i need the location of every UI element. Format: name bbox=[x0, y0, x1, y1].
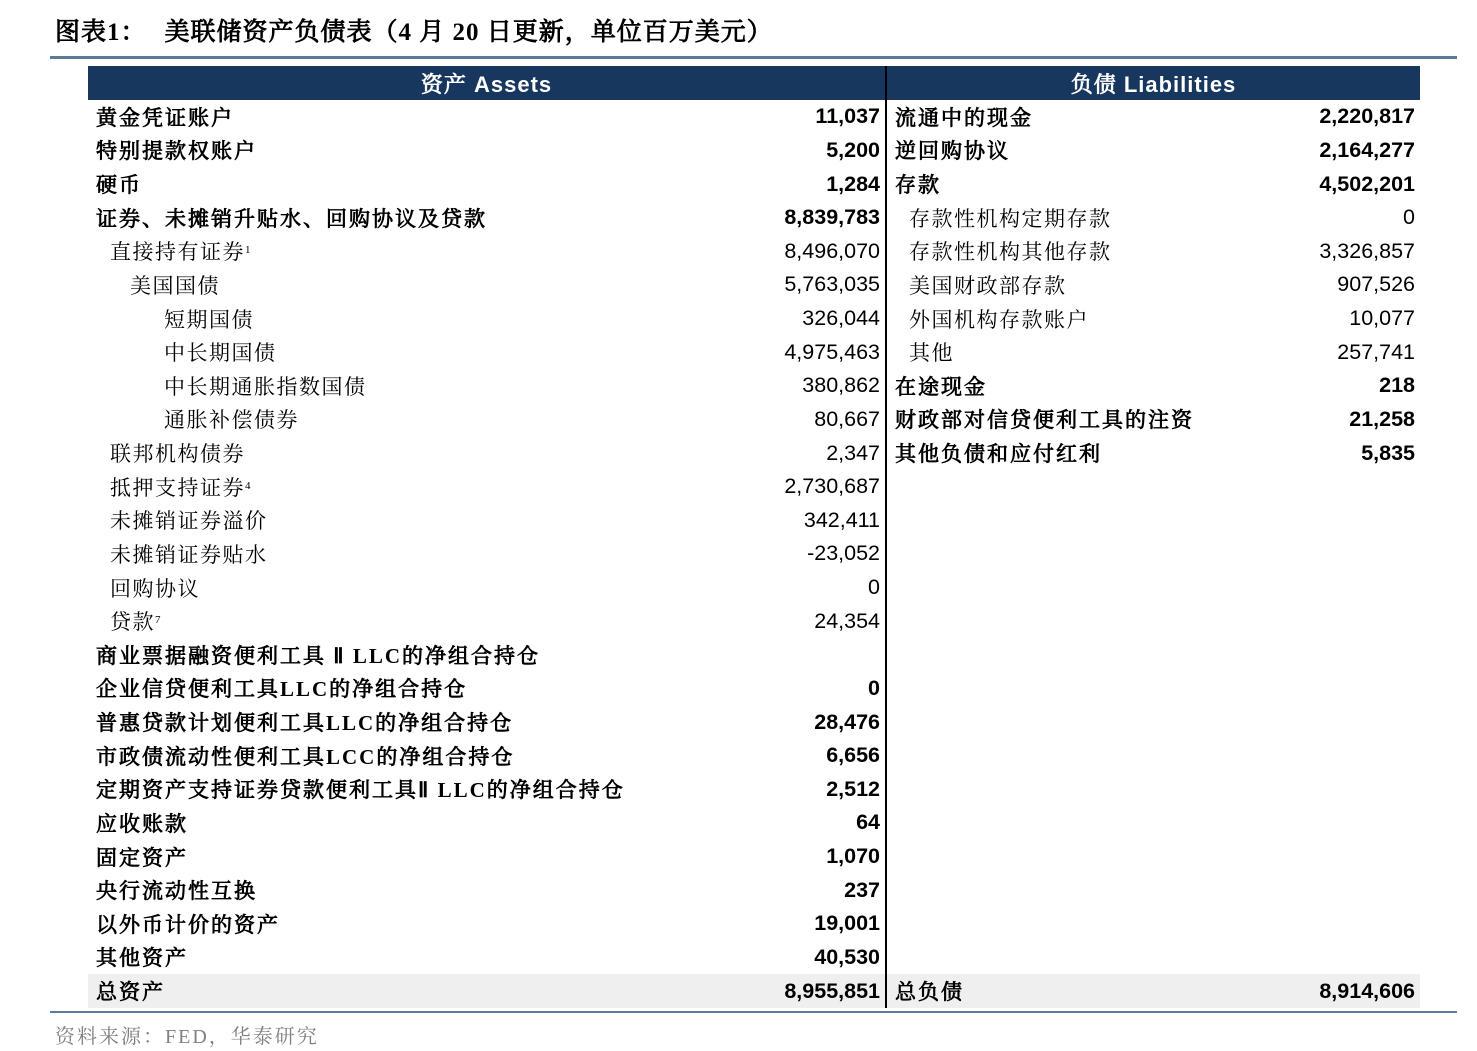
row-label: 存款性机构其他存款 bbox=[909, 240, 1112, 265]
row-label: 短期国债 bbox=[164, 307, 254, 332]
row-value: 21,258 bbox=[1349, 406, 1415, 431]
row-value: 2,730,687 bbox=[784, 474, 880, 499]
row-label: 总负债 bbox=[895, 980, 964, 1005]
table-row bbox=[88, 134, 885, 168]
table-row bbox=[887, 100, 1420, 134]
figure-title-text: 美联储资产负债表（4 月 20 日更新，单位百万美元） bbox=[164, 19, 773, 46]
table-row bbox=[88, 369, 885, 403]
row-label: 直接持有证券$^1$ bbox=[110, 240, 251, 265]
assets-header: 资产 Assets bbox=[88, 66, 885, 100]
row-value: 0 bbox=[1403, 205, 1415, 230]
row-value: 0 bbox=[868, 575, 880, 600]
row-value: 218 bbox=[1379, 373, 1415, 398]
blank-row bbox=[887, 739, 1420, 773]
table-row bbox=[887, 369, 1420, 403]
source-note: 资料来源：FED，华泰研究 bbox=[55, 1026, 319, 1048]
title-rule bbox=[50, 56, 1457, 59]
row-value: 257,741 bbox=[1337, 339, 1415, 364]
row-label: 未摊销证券贴水 bbox=[110, 542, 268, 567]
row-value: 24,354 bbox=[814, 608, 880, 633]
row-label: 其他 bbox=[909, 341, 954, 366]
row-label: 市政债流动性便利工具LCC的净组合持仓 bbox=[96, 744, 515, 769]
row-label: 其他负债和应付红利 bbox=[895, 442, 1102, 467]
row-label: 贷款$^7$ bbox=[110, 610, 161, 635]
row-value: 11,037 bbox=[815, 104, 880, 129]
row-label: 在途现金 bbox=[895, 374, 987, 399]
row-value: 1,070 bbox=[826, 844, 880, 869]
blank-row bbox=[887, 907, 1420, 941]
table-row bbox=[88, 672, 885, 706]
row-value: 5,835 bbox=[1361, 440, 1415, 465]
row-label: 外国机构存款账户 bbox=[909, 307, 1089, 332]
blank-row bbox=[887, 941, 1420, 975]
row-value: 237 bbox=[844, 877, 880, 902]
table-row bbox=[887, 335, 1420, 369]
table-row bbox=[887, 134, 1420, 168]
table-row bbox=[88, 537, 885, 571]
table-row bbox=[88, 907, 885, 941]
blank-row bbox=[887, 806, 1420, 840]
row-value: 380,862 bbox=[802, 373, 880, 398]
row-label: 美国财政部存款 bbox=[909, 273, 1067, 298]
row-value: -23,052 bbox=[807, 541, 880, 566]
row-label: 财政部对信贷便利工具的注资 bbox=[895, 408, 1194, 433]
row-value: 8,955,851 bbox=[784, 978, 880, 1003]
table-row bbox=[88, 302, 885, 336]
blank-row bbox=[887, 705, 1420, 739]
table-row bbox=[887, 268, 1420, 302]
row-label: 企业信贷便利工具LLC的净组合持仓 bbox=[96, 677, 468, 702]
table-row bbox=[88, 436, 885, 470]
table-row bbox=[88, 100, 885, 134]
row-value: 8,839,783 bbox=[784, 205, 880, 230]
row-label: 通胀补偿债券 bbox=[164, 408, 299, 433]
row-label: 存款性机构定期存款 bbox=[909, 206, 1112, 231]
blank-row bbox=[887, 571, 1420, 605]
blank-row bbox=[887, 773, 1420, 807]
footnote-marker: 7 bbox=[155, 614, 161, 627]
table-row bbox=[88, 504, 885, 538]
total-row bbox=[887, 974, 1420, 1008]
blank-row bbox=[887, 672, 1420, 706]
row-label: 中长期通胀指数国债 bbox=[164, 374, 367, 399]
table-row bbox=[887, 235, 1420, 269]
table-row bbox=[88, 201, 885, 235]
row-value: 2,220,817 bbox=[1319, 104, 1415, 129]
row-value: 342,411 bbox=[803, 507, 880, 532]
table-row bbox=[88, 403, 885, 437]
table-row bbox=[88, 840, 885, 874]
row-value: 28,476 bbox=[814, 709, 880, 734]
row-label: 固定资产 bbox=[96, 845, 188, 870]
table-row bbox=[88, 335, 885, 369]
table-row bbox=[887, 436, 1420, 470]
figure-number: 图表1： bbox=[55, 19, 147, 46]
row-label: 普惠贷款计划便利工具LLC的净组合持仓 bbox=[96, 711, 514, 736]
blank-row bbox=[887, 537, 1420, 571]
row-value: 10,077 bbox=[1349, 306, 1415, 331]
row-value: 8,914,606 bbox=[1319, 978, 1415, 1003]
row-label: 商业票据融资便利工具 Ⅱ LLC的净组合持仓 bbox=[96, 643, 541, 668]
footnote-marker: 1 bbox=[245, 244, 251, 257]
table-row bbox=[88, 470, 885, 504]
blank-row bbox=[887, 504, 1420, 538]
blank-row bbox=[887, 638, 1420, 672]
row-label: 特别提款权账户 bbox=[96, 139, 257, 164]
row-value: 40,530 bbox=[814, 944, 880, 969]
row-value: 19,001 bbox=[814, 911, 880, 936]
row-label: 抵押支持证券$^4$ bbox=[110, 475, 251, 500]
row-label: 存款 bbox=[895, 173, 941, 198]
row-value: 4,975,463 bbox=[784, 339, 880, 364]
row-value: 6,656 bbox=[826, 743, 880, 768]
table-row bbox=[88, 604, 885, 638]
figure-title bbox=[55, 12, 773, 48]
row-label: 定期资产支持证券贷款便利工具Ⅱ LLC的净组合持仓 bbox=[96, 778, 625, 803]
row-label: 回购协议 bbox=[110, 576, 200, 601]
row-value: 1,284 bbox=[826, 171, 880, 196]
table-row bbox=[88, 235, 885, 269]
row-value: 5,200 bbox=[826, 137, 880, 162]
row-value: 3,326,857 bbox=[1319, 238, 1415, 263]
row-label: 总资产 bbox=[96, 980, 165, 1005]
row-label: 央行流动性互换 bbox=[96, 879, 257, 904]
row-value: 326,044 bbox=[802, 306, 880, 331]
table-row bbox=[88, 739, 885, 773]
row-value: 0 bbox=[868, 675, 880, 700]
table-row bbox=[88, 268, 885, 302]
table-row bbox=[88, 571, 885, 605]
table-row bbox=[88, 941, 885, 975]
balance-sheet-table bbox=[88, 66, 1420, 1008]
table-row bbox=[88, 705, 885, 739]
blank-row bbox=[887, 470, 1420, 504]
blank-row bbox=[887, 604, 1420, 638]
row-label: 其他资产 bbox=[96, 946, 188, 971]
row-value: 2,347 bbox=[826, 440, 880, 465]
assets-rows bbox=[88, 100, 885, 1008]
row-value: 5,763,035 bbox=[784, 272, 880, 297]
table-row bbox=[88, 773, 885, 807]
row-label: 逆回购协议 bbox=[895, 139, 1010, 164]
table-row bbox=[88, 806, 885, 840]
row-value: 8,496,070 bbox=[784, 238, 880, 263]
row-label: 未摊销证券溢价 bbox=[110, 509, 268, 534]
row-label: 应收账款 bbox=[96, 811, 188, 836]
table-row bbox=[88, 167, 885, 201]
total-row bbox=[88, 974, 885, 1008]
blank-row bbox=[887, 840, 1420, 874]
row-label: 以外币计价的资产 bbox=[96, 912, 280, 937]
table-row bbox=[887, 201, 1420, 235]
table-row bbox=[88, 873, 885, 907]
row-label: 美国国债 bbox=[130, 273, 220, 298]
liabilities-rows bbox=[887, 100, 1420, 1008]
row-value: 64 bbox=[856, 810, 880, 835]
row-value: 4,502,201 bbox=[1319, 171, 1415, 196]
row-value: 80,667 bbox=[814, 406, 880, 431]
assets-column bbox=[88, 66, 885, 1008]
row-label: 联邦机构债券 bbox=[110, 442, 245, 467]
footnote-marker: 4 bbox=[245, 479, 251, 492]
row-value: 2,512 bbox=[826, 776, 880, 801]
row-label: 中长期国债 bbox=[164, 341, 277, 366]
row-value: 907,526 bbox=[1337, 272, 1415, 297]
table-bottom-rule bbox=[50, 1011, 1457, 1013]
row-label: 黄金凭证账户 bbox=[96, 105, 234, 130]
row-label: 流通中的现金 bbox=[895, 105, 1033, 130]
row-value: 2,164,277 bbox=[1319, 137, 1415, 162]
liabilities-column bbox=[887, 66, 1420, 1008]
row-label: 硬币 bbox=[96, 173, 142, 198]
table-row bbox=[887, 167, 1420, 201]
blank-row bbox=[887, 873, 1420, 907]
table-row bbox=[887, 302, 1420, 336]
liabilities-header: 负债 Liabilities bbox=[887, 66, 1420, 100]
table-row bbox=[88, 638, 885, 672]
row-label: 证券、未摊销升贴水、回购协议及贷款 bbox=[96, 206, 487, 231]
table-row bbox=[887, 403, 1420, 437]
